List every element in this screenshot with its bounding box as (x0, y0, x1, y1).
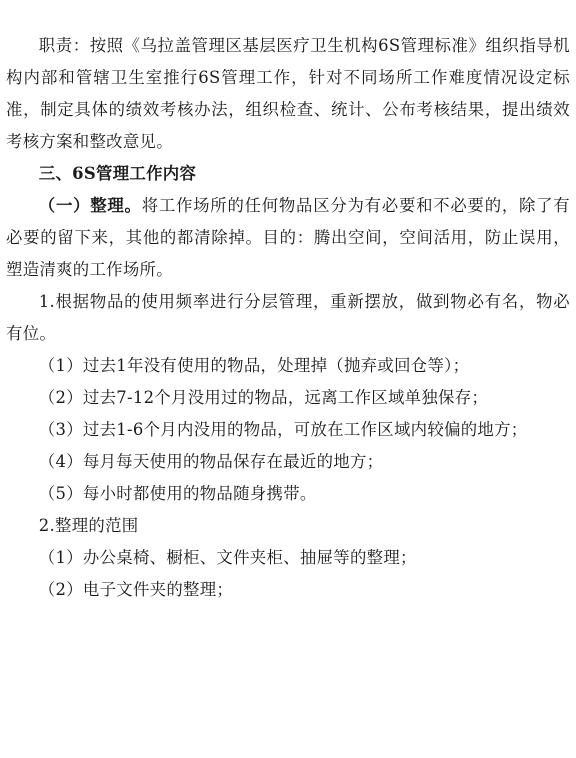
paragraph-sort (6, 190, 570, 286)
paragraph-responsibility (6, 30, 570, 158)
list-item-text: （5）每小时都使用的物品随身携带。 (38, 484, 317, 503)
section-heading-text: 三、6S管理工作内容 (38, 164, 197, 183)
subsection-lead: （一）整理。 (38, 196, 142, 215)
list-item (6, 414, 570, 446)
list-item-text: （3）过去1-6个月内没用的物品，可放在工作区域内较偏的地方； (38, 420, 528, 439)
section-heading (6, 158, 570, 190)
list-item-text: （4）每月每天使用的物品保存在最近的地方； (38, 452, 384, 471)
list-item-text: （1）过去1年没有使用的物品，处理掉（抛弃或回仓等）； (38, 356, 470, 375)
list-item-text: 2.整理的范围 (38, 516, 139, 535)
paragraph-text: 职责：按照《乌拉盖管理区基层医疗卫生机构6S管理标准》组织指导机构内部和管辖卫生室推行6S管理工作，针对不同场所工作难度情况设定标准，制定具体的绩效考核办法，组织检查、统计、公布考核结果，提出绩效考核方案和整改意见。 (6, 36, 570, 151)
list-item (6, 350, 570, 382)
list-item (6, 478, 570, 510)
list-item-text: 1.根据物品的使用频率进行分层管理，重新摆放，做到物必有名，物必有位。 (6, 292, 570, 343)
list-item-text: （1）办公桌椅、橱柜、文件夹柜、抽屉等的整理； (38, 548, 417, 567)
list-item-text: （2）过去7-12个月没用过的物品，远离工作区域单独保存； (38, 388, 489, 407)
list-item (6, 542, 570, 574)
list-item (6, 382, 570, 414)
list-item (6, 286, 570, 350)
list-item (6, 574, 570, 606)
list-item-text: （2）电子文件夹的整理； (38, 580, 234, 599)
list-item (6, 446, 570, 478)
paragraph-text: 将工作场所的任何物品区分为有必要和不必要的，除了有必要的留下来，其他的都清除掉。目的：腾出空间，空间活用，防止误用，塑造清爽的工作场所。 (6, 196, 570, 279)
list-item (6, 510, 570, 542)
